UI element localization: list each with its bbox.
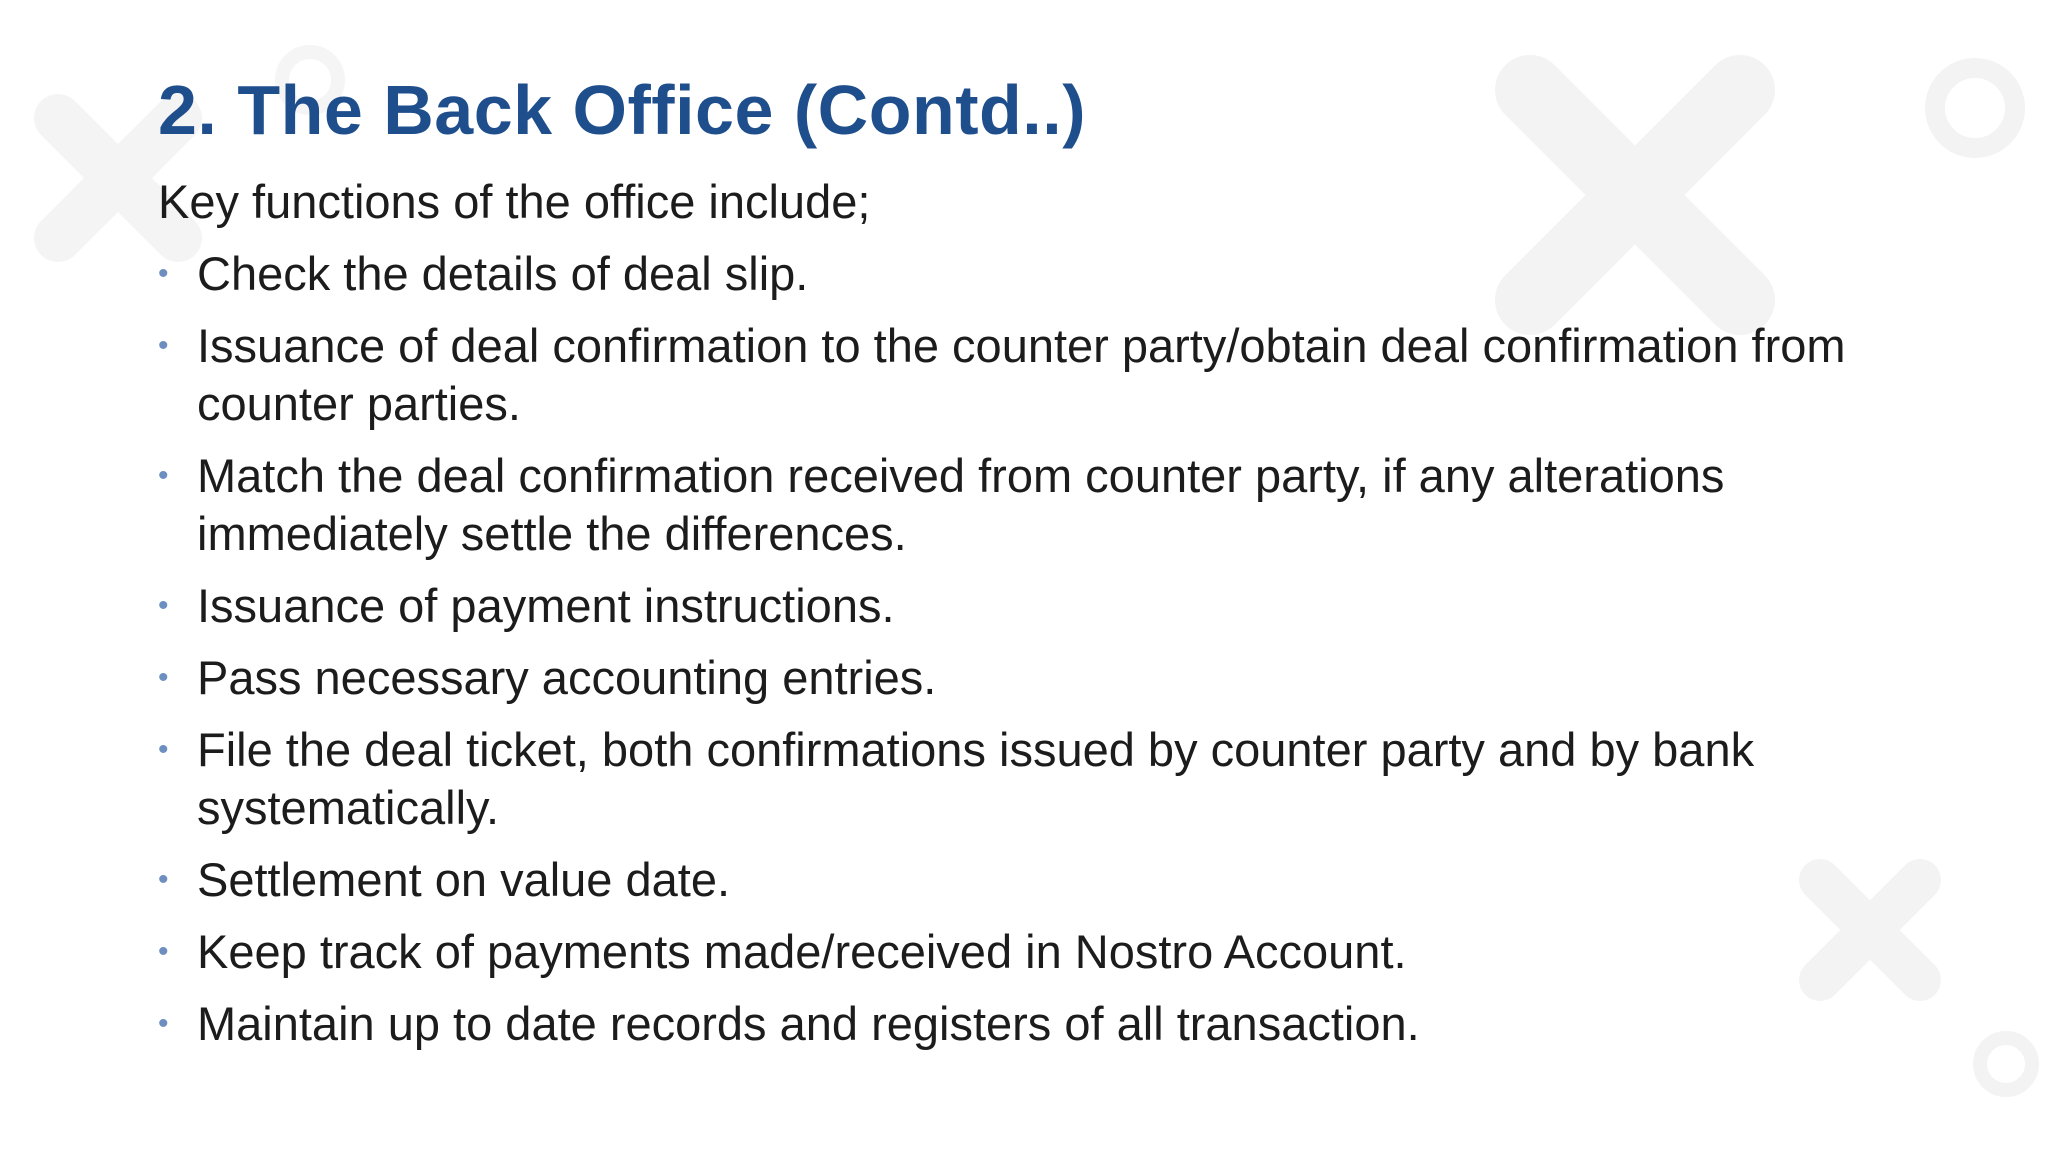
bullet-icon: • <box>158 589 169 622</box>
bullet-text: Pass necessary accounting entries. <box>197 651 937 704</box>
bullet-text: Issuance of payment instructions. <box>197 579 895 632</box>
bullet-item <box>158 317 1898 433</box>
intro-text: Key functions of the office include; <box>158 175 871 228</box>
bullet-text: Keep track of payments made/received in Nostro Account. <box>197 925 1407 978</box>
bullet-text: Match the deal confirmation received from counter party, if any alterations immediately settle the differences. <box>197 449 1725 560</box>
bullet-text: Check the details of deal slip. <box>197 247 809 300</box>
bullet-icon: • <box>158 935 169 968</box>
bullet-icon: • <box>158 459 169 492</box>
bullet-item <box>158 447 1898 563</box>
slide-title: 2. The Back Office (Contd..) <box>158 71 1086 149</box>
bullet-item <box>158 851 1898 909</box>
bullet-icon: • <box>158 661 169 694</box>
bullet-icon: • <box>158 257 169 290</box>
bullet-icon: • <box>158 733 169 766</box>
bullet-item <box>158 245 1898 303</box>
bullet-item <box>158 577 1898 635</box>
bullet-icon: • <box>158 863 169 896</box>
bullet-text: Settlement on value date. <box>197 853 731 906</box>
bullet-item <box>158 721 1898 837</box>
bullet-item <box>158 649 1898 707</box>
bullet-item <box>158 923 1898 981</box>
bullet-icon: • <box>158 1007 169 1040</box>
circle-shape-icon <box>1935 68 2015 148</box>
bullet-list <box>158 245 1898 1067</box>
bullet-item <box>158 995 1898 1053</box>
bullet-text: Issuance of deal confirmation to the counter party/obtain deal confirmation from counter parties. <box>197 319 1846 430</box>
bullet-text: File the deal ticket, both confirmations issued by counter party and by bank systematically. <box>197 723 1755 834</box>
bullet-icon: • <box>158 329 169 362</box>
circle-shape-icon <box>1980 1038 2032 1090</box>
bullet-text: Maintain up to date records and registers of all transaction. <box>197 997 1420 1050</box>
